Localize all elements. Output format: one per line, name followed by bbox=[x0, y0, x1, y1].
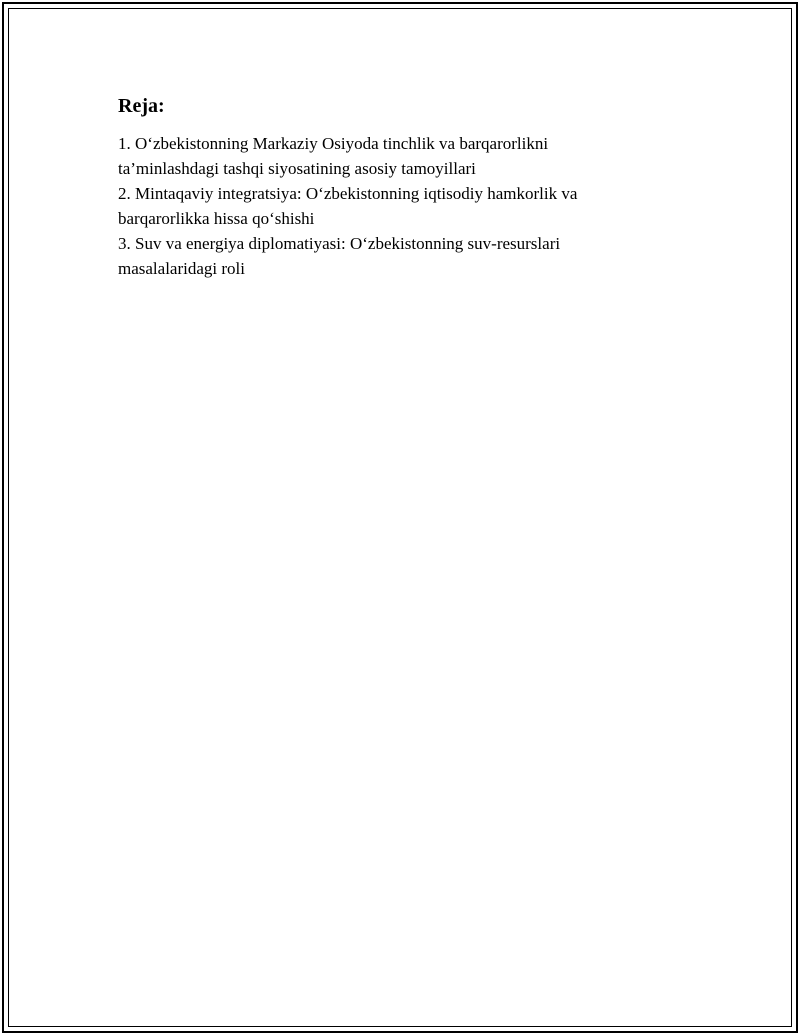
plan-list bbox=[118, 131, 658, 281]
plan-item-3 bbox=[118, 231, 658, 281]
plan-heading: Reja: bbox=[118, 95, 165, 117]
plan-item-2-line-1: 2. Mintaqaviy integratsiya: O‘zbekistonning iqtisodiy hamkorlik va bbox=[118, 184, 578, 203]
plan-item-1 bbox=[118, 131, 658, 181]
plan-item-1-line-1: 1. O‘zbekistonning Markaziy Osiyoda tinchlik va barqarorlikni bbox=[118, 134, 549, 153]
plan-item-3-line-2: masalalaridagi roli bbox=[118, 259, 245, 278]
plan-item-2-line-2: barqarorlikka hissa qo‘shishi bbox=[118, 209, 315, 228]
plan-item-2 bbox=[118, 181, 658, 231]
plan-item-3-line-1: 3. Suv va energiya diplomatiyasi: O‘zbekistonning suv-resurslari bbox=[118, 234, 561, 253]
plan-item-1-line-2: ta’minlashdagi tashqi siyosatining asosiy tamoyillari bbox=[118, 159, 476, 178]
document-content bbox=[118, 93, 658, 281]
